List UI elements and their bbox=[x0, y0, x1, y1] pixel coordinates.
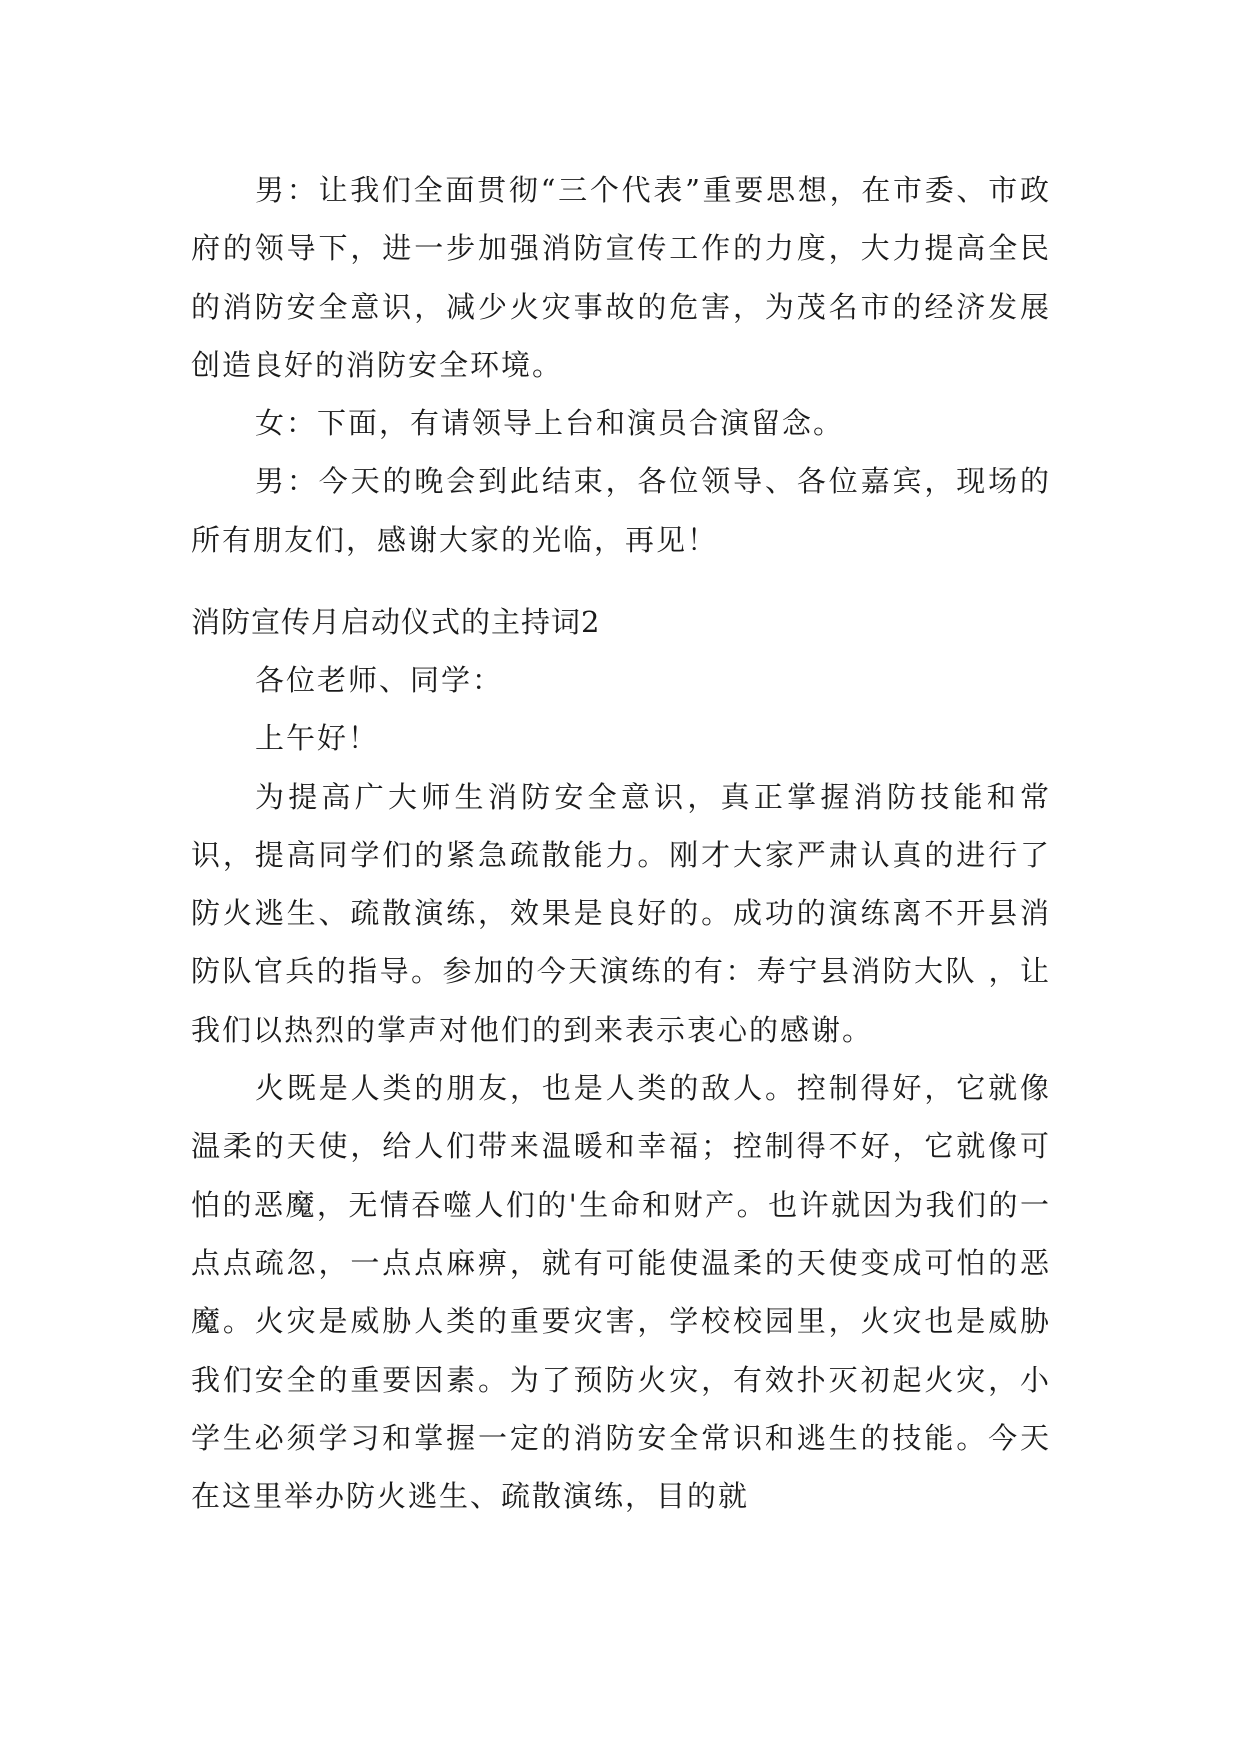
paragraph-greeting: 上午好！ bbox=[255, 721, 380, 756]
section-title: 消防宣传月启动仪式的主持词2 bbox=[191, 605, 601, 639]
paragraph-fire-safety-importance: 火既是人类的朋友，也是人类的敌人。控制得好，它就像温柔的天使，给人们带来温暖和幸福；控制得不好，它就像可怕的恶魔，无情吞噬人们的'生命和财产。也许就因为我们的一点点疏忽，一点点麻痹，就有可能使温柔的天使变成可怕的恶魔。火灾是威胁人类的重要灾害，学校校园里，火灾也是威胁我们安全的重要因素。为了预防火灾，有效扑灭初起火灾，小学生必须学习和掌握一定的消防安全常识和逃生的技能。今天在这里举办防火逃生、疏散演练，目的就 bbox=[191, 1071, 1051, 1514]
closing-remarks-section bbox=[191, 161, 1051, 569]
section-title-block bbox=[191, 593, 1051, 651]
paragraph-male-host-farewell: 男：今天的晚会到此结束，各位领导、各位嘉宾，现场的所有朋友们，感谢大家的光临，再见！ bbox=[191, 464, 1051, 557]
paragraph-male-host-closing: 男：让我们全面贯彻“三个代表”重要思想，在市委、市政府的领导下，进一步加强消防宣传工作的力度，大力提高全民的消防安全意识，减少火灾事故的危害，为茂名市的经济发展创造良好的消防安全环境。 bbox=[191, 173, 1051, 382]
ceremony-script-section bbox=[191, 651, 1051, 1525]
paragraph-salutation: 各位老师、同学： bbox=[255, 663, 504, 697]
paragraph-female-host-invitation: 女：下面，有请领导上台和演员合演留念。 bbox=[255, 406, 845, 441]
paragraph-drill-summary: 为提高广大师生消防安全意识，真正掌握消防技能和常识，提高同学们的紧急疏散能力。刚才大家严肃认真的进行了防火逃生、疏散演练，效果是良好的。成功的演练离不开县消防队官兵的指导。参加的今天演练的有：寿宁县消防大队 ，让我们以热烈的掌声对他们的到来表示衷心的感谢。 bbox=[191, 779, 1051, 1047]
